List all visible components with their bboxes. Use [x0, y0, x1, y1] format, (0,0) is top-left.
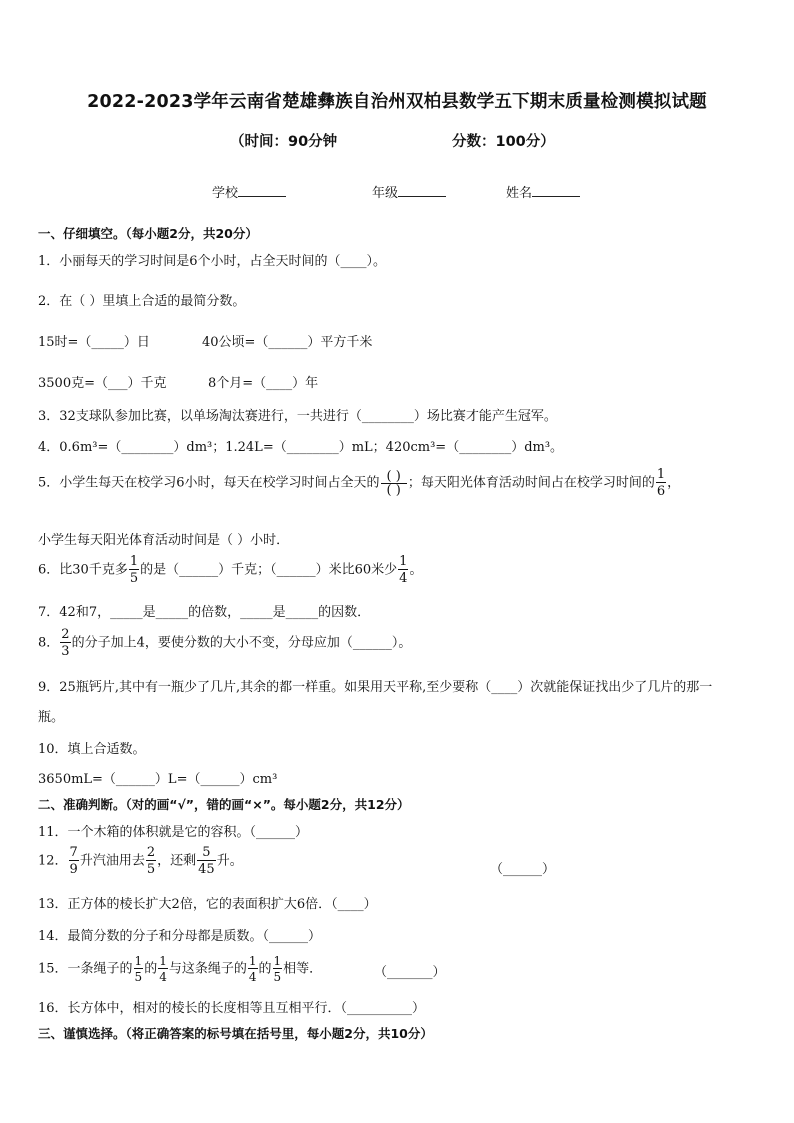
question-12-text-a: 12．: [38, 853, 68, 869]
question-1: 1．小丽每天的学习时间是6个小时，占全天时间的（____）。: [38, 254, 387, 269]
school-field: [212, 182, 286, 201]
fraction: [398, 555, 408, 585]
name-field: [506, 182, 580, 201]
question-8: [38, 628, 411, 658]
fraction: [146, 846, 156, 876]
fraction-numerator: 1: [134, 954, 143, 968]
question-15-text-e: 相等．: [283, 961, 323, 977]
fraction: [69, 846, 79, 876]
question-9-line2: 瓶。: [38, 710, 65, 725]
question-12: [38, 846, 243, 876]
fraction-numerator: ( ): [381, 470, 407, 484]
question-12-text-d: 升。: [216, 853, 243, 869]
question-12-text-b: 升汽油用去: [79, 853, 145, 869]
fraction-denominator: 45: [198, 862, 215, 877]
fraction: [248, 955, 258, 983]
question-5-text-a: 5．小学生每天在校学习6小时，每天在校学习时间占全天的: [38, 475, 380, 491]
question-4: 4．0.6m³=（________）dm³；1.24L=（________）mL；420cm³=（________）dm³。: [38, 440, 564, 455]
question-5-line2: 小学生每天阳光体育活动时间是（ ）小时．: [38, 533, 290, 548]
fraction-denominator: ( ): [386, 482, 401, 498]
fraction-denominator: 4: [248, 970, 257, 984]
exam-score: 分数：100分）: [452, 134, 555, 150]
question-6-text-a: 6．比30千克多: [38, 562, 128, 578]
question-5-text-c: ，: [667, 475, 681, 491]
fraction-numerator: 2: [146, 845, 156, 860]
grade-label: 年级: [372, 186, 399, 201]
question-2: 2．在（ ）里填上合适的最简分数。: [38, 294, 246, 309]
question-15-text-d: 的: [258, 961, 272, 977]
section-heading-3: 三、谨慎选择。（将正确答案的标号填在括号里，每小题2分，共10分）: [38, 1026, 433, 1041]
question-15-text-b: 的: [144, 961, 158, 977]
question-8-text-b: 的分子加上4，要使分数的大小不变，分母应加（______）。: [71, 635, 412, 651]
question-6: [38, 555, 422, 585]
fraction-numerator: 7: [69, 845, 78, 860]
school-label: 学校: [212, 186, 239, 201]
question-11: 11．一个木箱的体积就是它的容积。（______）: [38, 825, 309, 840]
fraction-denominator: 9: [69, 862, 78, 877]
exam-time: （时间：90分钟: [230, 134, 338, 150]
fraction-blank: [381, 470, 407, 497]
question-16: 16．长方体中，相对的棱长的长度相等且互相平行．（__________）: [38, 1001, 426, 1016]
question-13: 13．正方体的棱长扩大2倍，它的表面积扩大6倍．（____）: [38, 897, 377, 912]
question-10a: 3650mL=（______）L=（______）cm³: [38, 772, 278, 787]
fraction-numerator: 1: [399, 554, 408, 569]
question-12-answer-blank: （______）: [490, 862, 556, 877]
fraction: [60, 628, 70, 658]
fraction-numerator: 2: [61, 627, 70, 642]
grade-blank: [398, 182, 446, 197]
question-2b: 40公顷=（______）平方千米: [202, 335, 373, 350]
fraction-denominator: 6: [656, 484, 666, 499]
fraction-denominator: 5: [134, 970, 143, 984]
question-3: 3．32支球队参加比赛，以单场淘汰赛进行，一共进行（________）场比赛才能产生冠军。: [38, 409, 557, 424]
fraction-denominator: 4: [159, 970, 167, 984]
question-5-text-b: ；每天阳光体育活动时间占在校学习时间的: [407, 475, 655, 491]
school-blank: [238, 182, 286, 197]
question-6-text-b: 的是（______）千克；（______）米比60米少: [140, 562, 398, 578]
fraction-numerator: 1: [159, 954, 167, 968]
question-2c: 3500克=（___）千克: [38, 376, 167, 391]
fraction-denominator: 5: [273, 970, 282, 984]
question-2d: 8个月=（____）年: [208, 376, 319, 391]
question-8-text-a: 8．: [38, 635, 60, 651]
fraction: [134, 955, 144, 983]
fraction: [656, 468, 666, 498]
question-15-text-c: 与这条绳子的: [168, 961, 247, 977]
question-5: [38, 468, 680, 498]
fraction-denominator: 5: [129, 571, 139, 586]
fraction-numerator: 1: [129, 554, 139, 569]
fraction: [197, 846, 216, 876]
question-15-text-a: 15．一条绳子的: [38, 961, 133, 977]
fraction: [158, 955, 168, 983]
question-7: 7．42和7，_____是_____的倍数，_____是_____的因数．: [38, 605, 371, 620]
fraction: [129, 555, 139, 585]
page-title: 2022-2023学年云南省楚雄彝族自治州双柏县数学五下期末质量检测模拟试题: [87, 92, 707, 112]
question-6-text-c: 。: [409, 562, 423, 578]
question-15: [38, 955, 322, 983]
fraction-numerator: 1: [248, 954, 257, 968]
fraction-numerator: 1: [273, 954, 282, 968]
question-10: 10．填上合适数。: [38, 742, 146, 757]
fraction-denominator: 5: [146, 862, 156, 877]
fraction-denominator: 4: [399, 571, 408, 586]
fraction-denominator: 3: [61, 644, 70, 659]
question-15-answer-blank: （_______）: [374, 965, 446, 980]
question-2a: 15时=（_____）日: [38, 335, 150, 350]
name-blank: [532, 182, 580, 197]
fraction-numerator: 5: [197, 846, 216, 861]
question-9: 9．25瓶钙片,其中有一瓶少了几片,其余的都一样重。如果用天平称,至少要称（____）次就能保证找出少了几片的那一: [38, 680, 713, 695]
fraction-numerator: 1: [656, 467, 666, 482]
question-14: 14．最简分数的分子和分母都是质数。（______）: [38, 929, 322, 944]
question-12-text-c: ，还剩: [157, 853, 197, 869]
section-heading-2: 二、准确判断。（对的画“√”，错的画“×”。每小题2分，共12分）: [38, 797, 410, 812]
name-label: 姓名: [506, 186, 533, 201]
fraction: [273, 955, 283, 983]
section-heading-1: 一、仔细填空。（每小题2分，共20分）: [38, 226, 258, 241]
grade-field: [372, 182, 446, 201]
